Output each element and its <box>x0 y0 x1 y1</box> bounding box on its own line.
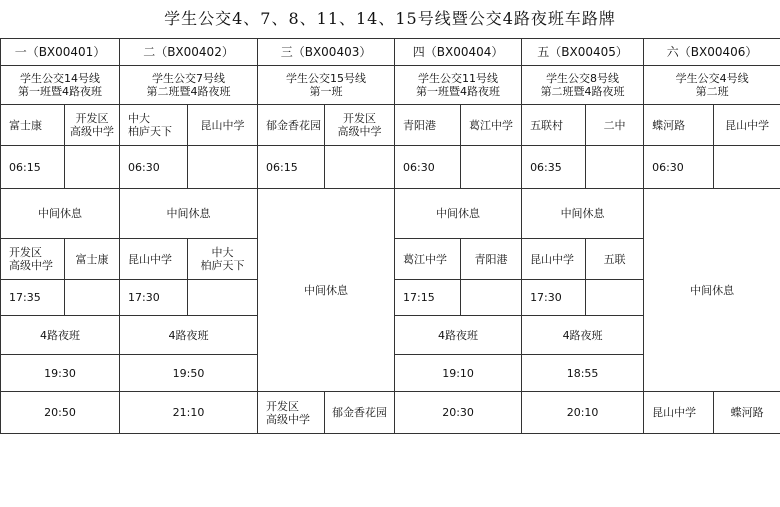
stop-name: 二中 <box>586 105 644 146</box>
route-name: 学生公交4号线 第二班 <box>644 66 780 105</box>
column-header: 六（BX00406） <box>644 39 780 66</box>
column-header: 四（BX00404） <box>395 39 522 66</box>
night-time: 21:10 <box>120 392 258 434</box>
stop-name: 蝶河路 <box>714 392 780 434</box>
rest-label: 中间休息 <box>395 189 522 239</box>
column-header: 一（BX00401） <box>1 39 120 66</box>
stop-name: 开发区 高级中学 <box>65 105 120 146</box>
stop-name: 中大 柏庐天下 <box>120 105 188 146</box>
departure-time: 06:30 <box>395 146 461 189</box>
stop-name: 葛江中学 <box>461 105 522 146</box>
empty-cell <box>461 280 522 316</box>
empty-cell <box>586 146 644 189</box>
rest-row <box>1 189 780 239</box>
empty-cell <box>461 146 522 189</box>
stop-name: 五联村 <box>522 105 586 146</box>
departure-time: 06:15 <box>1 146 65 189</box>
empty-cell <box>188 146 258 189</box>
night-time: 20:30 <box>395 392 522 434</box>
departure-time: 06:35 <box>522 146 586 189</box>
night-time-row <box>1 434 780 471</box>
route-name: 学生公交11号线 第一班暨4路夜班 <box>395 66 522 105</box>
night-label: 4路夜班 <box>120 316 258 355</box>
route-schedule-table <box>0 38 780 471</box>
stop-name: 昆山中学 <box>120 239 188 280</box>
route-row <box>1 66 780 105</box>
stop-name: 葛江中学 <box>395 239 461 280</box>
stop-name: 青阳港 <box>395 105 461 146</box>
stop-name: 中大 柏庐天下 <box>188 239 258 280</box>
page-title: 学生公交4、7、8、11、14、15号线暨公交4路夜班车路牌 <box>164 9 616 28</box>
rest-label: 中间休息 <box>522 189 644 239</box>
morning-departure-row <box>1 146 780 189</box>
stop-name: 蝶河路 <box>644 105 714 146</box>
departure-time: 06:15 <box>258 146 325 189</box>
stop-name: 五联 <box>586 239 644 280</box>
stop-name: 郁金香花园 <box>325 392 395 434</box>
stop-name: 昆山中学 <box>714 105 780 146</box>
night-label: 4路夜班 <box>1 316 120 355</box>
column-header: 二（BX00402） <box>120 39 258 66</box>
route-name: 学生公交8号线 第二班暨4路夜班 <box>522 66 644 105</box>
night-time: 19:50 <box>120 355 258 392</box>
stop-name: 昆山中学 <box>644 392 714 434</box>
column-header: 五（BX00405） <box>522 39 644 66</box>
rest-label: 中间休息 <box>120 189 258 239</box>
departure-time: 17:35 <box>1 280 65 316</box>
stop-name: 郁金香花园 <box>258 105 325 146</box>
stop-name: 开发区 高级中学 <box>325 105 395 146</box>
stop-name: 富士康 <box>65 239 120 280</box>
night-time: 18:55 <box>522 355 644 392</box>
rest-label: 中间休息 <box>1 189 120 239</box>
night-time: 19:30 <box>1 355 120 392</box>
column-header: 三（BX00403） <box>258 39 395 66</box>
empty-cell <box>65 280 120 316</box>
night-label: 4路夜班 <box>395 316 522 355</box>
route-name: 学生公交14号线 第一班暨4路夜班 <box>1 66 120 105</box>
stop-name: 青阳港 <box>461 239 522 280</box>
route-name: 学生公交7号线 第二班暨4路夜班 <box>120 66 258 105</box>
stop-name: 开发区 高级中学 <box>1 239 65 280</box>
rest-label: 中间休息 <box>644 189 780 392</box>
empty-cell <box>188 280 258 316</box>
morning-stops-row <box>1 105 780 146</box>
departure-time: 06:30 <box>120 146 188 189</box>
stop-name: 富士康 <box>1 105 65 146</box>
empty-cell <box>586 280 644 316</box>
stop-name: 昆山中学 <box>188 105 258 146</box>
stop-name: 昆山中学 <box>522 239 586 280</box>
departure-time: 17:15 <box>395 280 461 316</box>
route-name: 学生公交15号线 第一班 <box>258 66 395 105</box>
departure-time: 17:30 <box>120 280 188 316</box>
night-label: 4路夜班 <box>522 316 644 355</box>
night-time: 20:50 <box>1 392 120 434</box>
rest-label: 中间休息 <box>258 189 395 392</box>
header-row <box>1 39 780 66</box>
empty-cell <box>65 146 120 189</box>
departure-time: 06:30 <box>644 146 714 189</box>
empty-cell <box>325 146 395 189</box>
night-time: 19:10 <box>395 355 522 392</box>
empty-cell <box>714 146 780 189</box>
stop-name: 开发区 高级中学 <box>258 392 325 434</box>
departure-time: 17:30 <box>522 280 586 316</box>
night-time: 20:10 <box>522 392 644 434</box>
